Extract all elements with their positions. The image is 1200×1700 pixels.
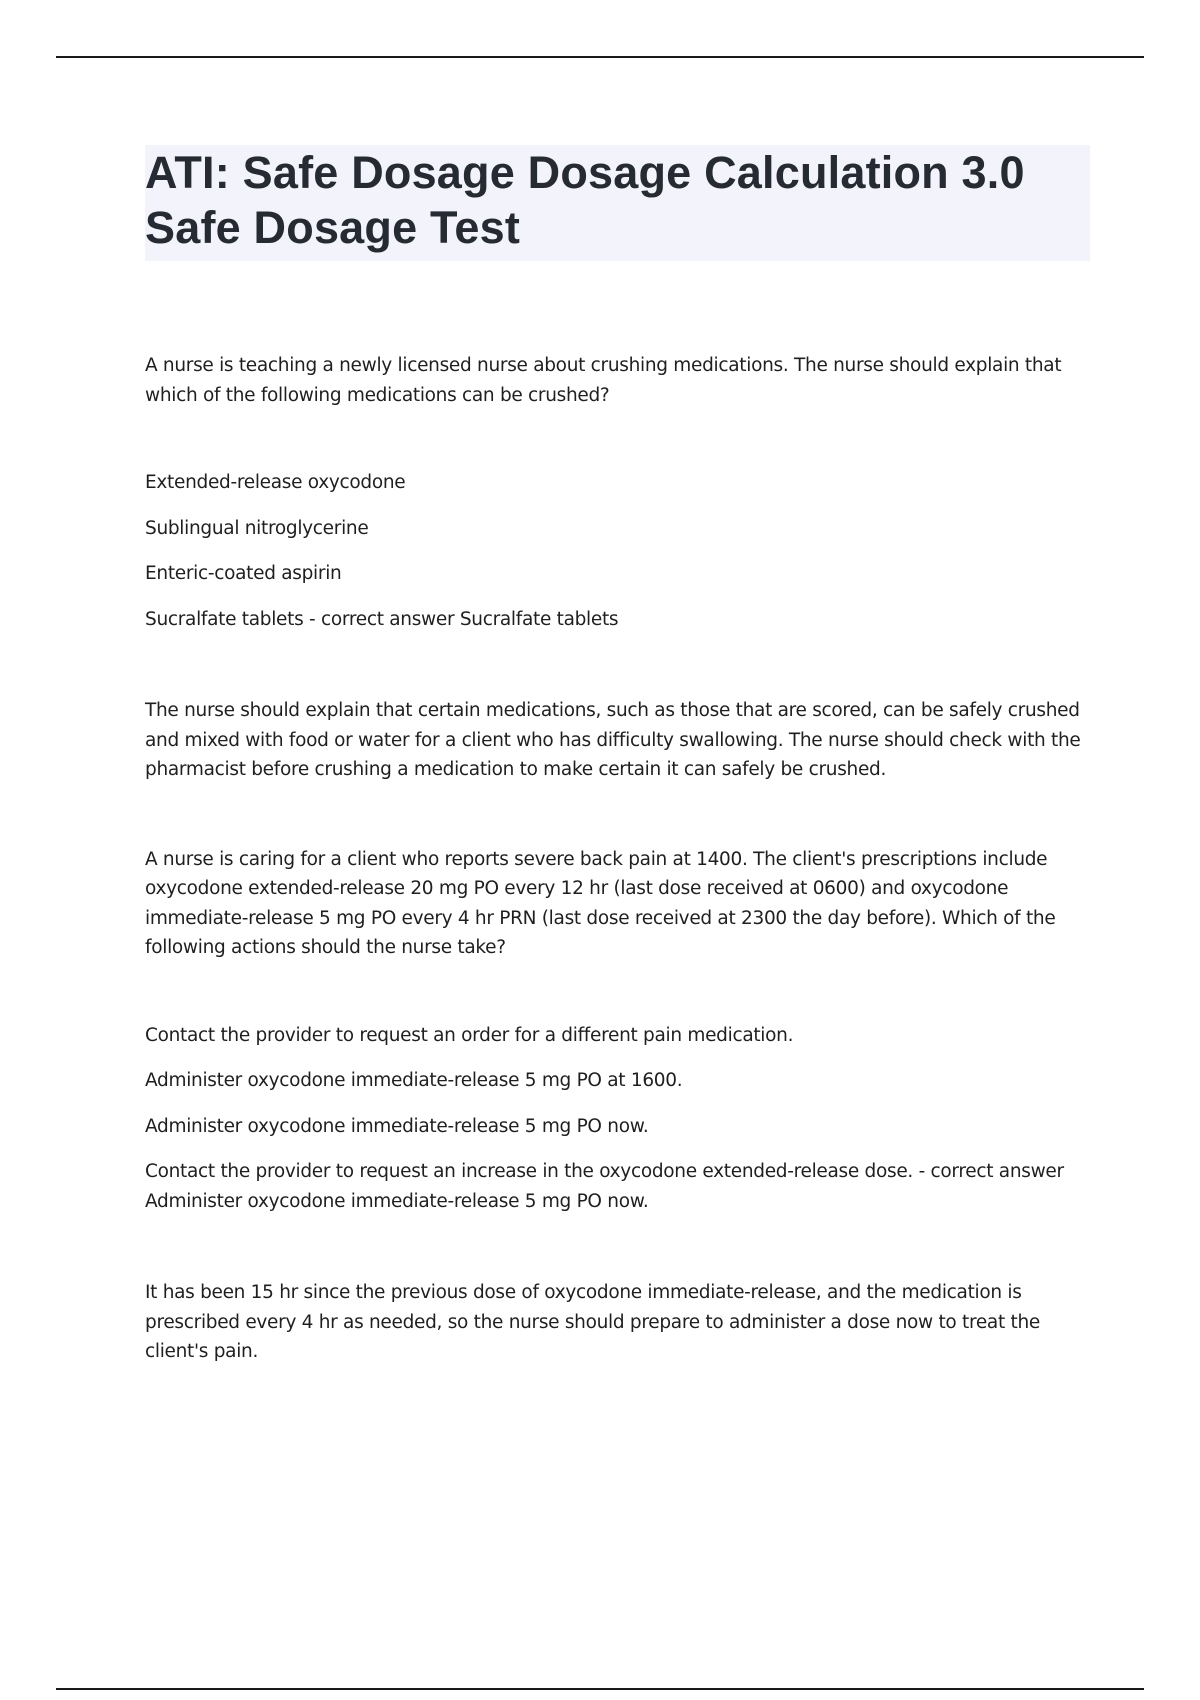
question-1-explanation: The nurse should explain that certain medications, such as those that are scored, can be safely crushed and mixed with food or water for a client who has difficulty swallowing. The nurse should check with the pharmacist before crushing a medication to make certain it can safely be crushed. (145, 700, 1081, 780)
title-block (145, 145, 1090, 261)
question-1-option-3: Enteric-coated aspirin (145, 563, 342, 584)
document-title: ATI: Safe Dosage Dosage Calculation 3.0 Safe Dosage Test (145, 147, 1025, 253)
question-1-options (145, 468, 1090, 634)
question-2-explanation: It has been 15 hr since the previous dose of oxycodone immediate-release, and the medication is prescribed every 4 hr as needed, so the nurse should prepare to administer a dose now to treat the client's pain. (145, 1282, 1040, 1362)
question-1-option-4: Sucralfate tablets - correct answer Sucralfate tablets (145, 608, 619, 630)
question-2-option-4: Contact the provider to request an increase in the oxycodone extended-release dose. - correct answer Administer oxycodone immediate-release 5 mg PO now. (145, 1161, 1064, 1212)
header-rule (56, 56, 1144, 58)
question-2-options (145, 1021, 1090, 1217)
question-2-option-1: Contact the provider to request an order for a different pain medication. (145, 1024, 794, 1046)
question-1-option-2: Sublingual nitroglycerine (145, 517, 369, 539)
question-2-prompt: A nurse is caring for a client who reports severe back pain at 1400. The client's prescriptions include oxycodone extended-release 20 mg PO every 12 hr (last dose received at 0600) and oxycodone immediate-release 5 mg PO every 4 hr PRN (last dose received at 2300 the day before). Which of the following actions should the nurse take? (145, 848, 1056, 958)
question-1-prompt: A nurse is teaching a newly licensed nurse about crushing medications. The nurse should explain that which of the following medications can be crushed? (145, 355, 1062, 406)
question-2-option-3: Administer oxycodone immediate-release 5 mg PO now. (145, 1115, 649, 1137)
question-1-option-1: Extended-release oxycodone (145, 472, 406, 493)
question-2-option-2: Administer oxycodone immediate-release 5 mg PO at 1600. (145, 1070, 683, 1091)
document-body (145, 145, 1090, 1367)
footer-rule (56, 1688, 1144, 1690)
